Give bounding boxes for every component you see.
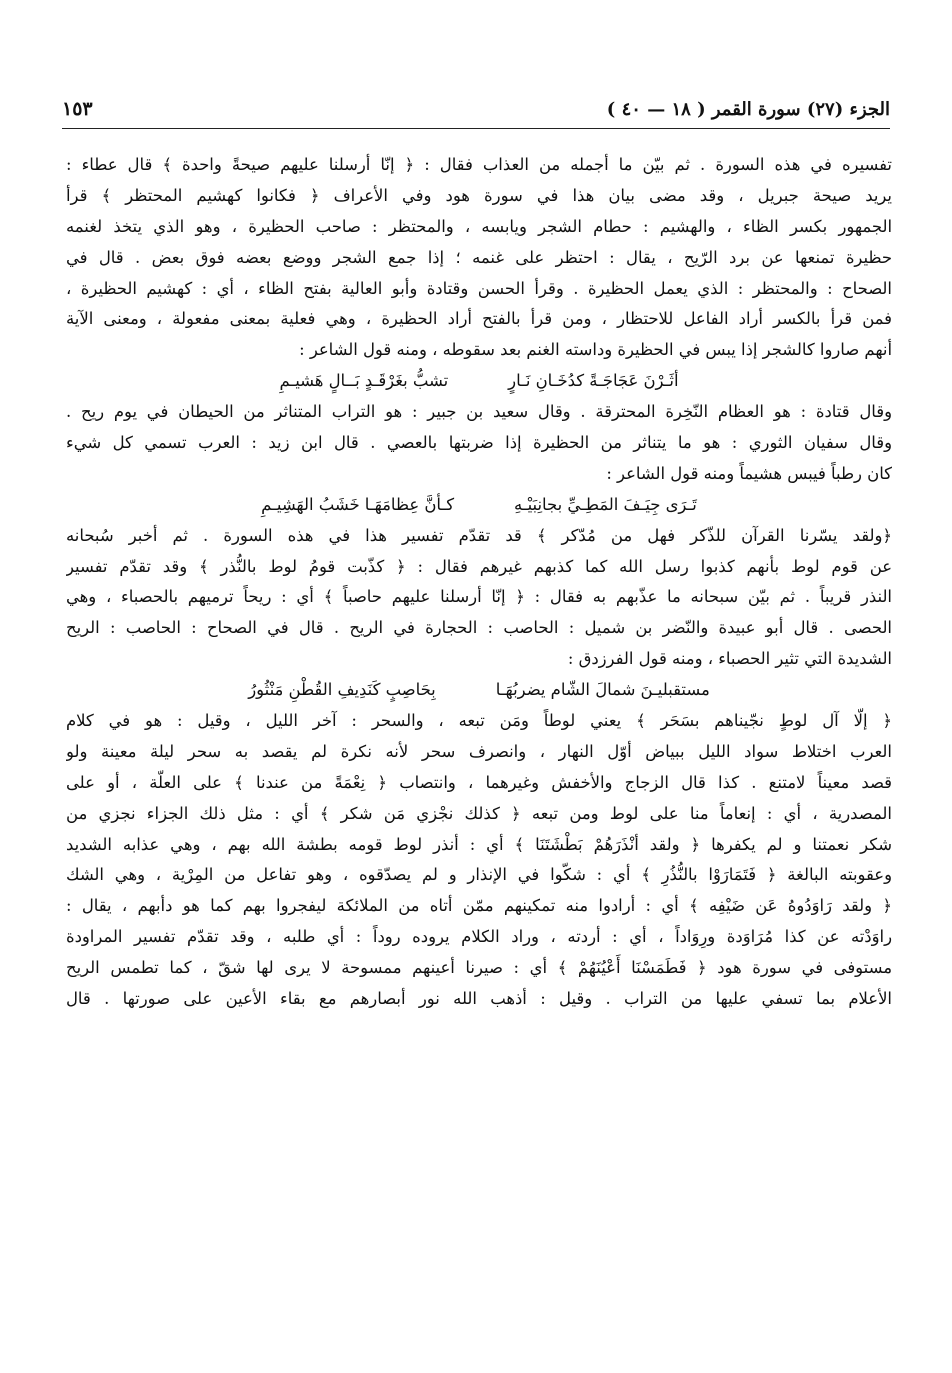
- text-line: تفسيره في هذه السورة . ثم بيّن ما أجمله من العذاب فقال : ﴿ إنّا أرسلنا عليهم صيحةً واحدة ﴾ قال عطاء :: [66, 155, 892, 174]
- text-line: أنهم صاروا كالشجر إذا يبس في الحظيرة وداسته الغنم بعد سقوطه ، ومنه قول الشاعر :: [299, 340, 892, 360]
- running-header: [62, 92, 890, 126]
- verse-hemistich-left: تشبُّ بغَرْقَـدٍ بَــالٍ هَشيـمِ: [279, 371, 449, 391]
- header-rule: [62, 128, 890, 129]
- text-line: وقال سفيان الثوري : هو ما يتناثر من الحظيرة إذا ضربتها بالعصي . قال ابن زيد : العرب تسمي كل شيء: [66, 433, 892, 453]
- text-line: الحصى . قال أبو عبيدة والنّضر بن شميل : الحاصب : الحجارة في الريح . قال في الصحاح : الحاصب : الريح: [66, 618, 892, 638]
- page-body: [66, 150, 892, 1015]
- text-line: ﴿ولقد يسّرنا القرآن للذّكر فهل من مُدّكر ﴾ قد تقدّم تفسير هذا في هذه السورة . ثم أخبر سُبحانه: [66, 525, 892, 545]
- text-line: حظيرة تمنعها عن برد الرّيح ، يقال : احتظر على غنمه ؛ إذا جمع الشجر ووضع بعضه فوق بعض . قال في: [66, 247, 892, 267]
- verse-hemistich-right: أثَـرْنَ عَجَاجَـةً كدُخَـانِ نَـارٍ: [508, 371, 679, 391]
- verse-hemistich-left: كـأنَّ عِظامَهَـا خَشَبُ الهَشِيـمِ: [261, 494, 455, 514]
- text-line: النذر قريباً . ثم بيّن سبحانه ما عذّبهم به فقال : ﴿ إنّا أرسلنا عليهم حاصباً ﴾ أي : ريحاً ترميهم بالحصباء ، وهي: [66, 587, 892, 607]
- poetry-verse: [66, 366, 892, 397]
- poetry-verse: [66, 675, 892, 706]
- text-line: المصدرية ، أي : إنعاماً منا على لوط ومن تبعه ﴿ كذلك نجْزي مَن شكر ﴾ أي : مثل ذلك الجزاء نجزي من: [66, 803, 892, 823]
- text-line: عن قوم لوط بأنهم كذبوا رسل الله كما كذبهم غيرهم فقال : ﴿ كذّبت قومُ لوط بالنُّذر ﴾ وقد تقدّم تفسير: [66, 556, 892, 576]
- text-line: الصحاح : والمحتظر : الذي يعمل الحظيرة . وقرأ الحسن وقتادة وأبو العالية بفتح الظاء ، أي : كهشيم الحظيرة ،: [66, 278, 892, 298]
- text-line: ﴿ ولقد رَاوَدُوهُ عَن ضَيْفِه ﴾ أي : أرادوا منه تمكينهم ممّن أتاه من الملائكة ليفجروا بهم كما هو دأبهم ، يقال :: [66, 896, 892, 916]
- text-line: وعقوبته البالغة ﴿ فَتَمَارَوْا بالنُّذُرِ ﴾ أي : شكّوا في الإنذار و لم يصدّقوه ، وهو تفاعل من المِرْية ، وهي الشك: [66, 865, 892, 885]
- verse-hemistich-left: بِحَاصِبٍ كَنَدِيفِ القُطْنِ مَنْثُورُ: [248, 680, 436, 700]
- text-line: قصد معيناً لامتنع . كذا قال الزجاج والأخفش وغيرهما ، وانتصاب ﴿ نِعْمَةً من عندنا ﴾ على العلّة ، أو على: [66, 772, 892, 792]
- page-number: ١٥٣: [62, 98, 93, 120]
- text-line: راوَدْته عن كذا مُرَاوَدة ورِوَاداً ، أي : أردته ، وراد الكلام يروده روداً : أي طلبه ، وقد تقدّم تفسير المراودة: [66, 927, 892, 947]
- text-line: مستوفى في سورة هود ﴿ فَطَمَسْنَا أَعْيُنَهُمْ ﴾ أي : صيرنا أعينهم ممسوحة لا يرى لها شقّ ، كما تطمس الريح: [66, 958, 892, 978]
- verse-hemistich-right: تَـرَى جِيَـفَ المَطِـيِّ بجانِبَيْـهِ: [514, 494, 697, 514]
- text-line: الأعلام بما تسفي عليها من التراب . وقيل : أذهب الله نور أبصارهم مع بقاء الأعين على صورتها . قال: [66, 989, 892, 1009]
- text-line: العرب اختلاط سواد الليل ببياض أوّل النهار ، وانصرف سحر لأنه نكرة لم يقصد به سحر ليلة معينة ولو: [66, 741, 892, 761]
- text-line: وقال قتادة : هو العظام النّخِرة المحترقة . وقال سعيد بن جبير : هو التراب المتناثر من الحيطان في يوم ريح .: [66, 402, 892, 422]
- verse-hemistich-right: مستقبليـنَ شمالَ الشّام يضربُهَـا: [495, 680, 710, 700]
- text-line: الشديدة التي تثير الحصباء ، ومنه قول الفرزدق :: [567, 649, 892, 669]
- poetry-verse: [66, 490, 892, 521]
- text-line: فمن قرأ بالكسر أراد الفاعل للاحتظار ، ومن قرأ بالفتح أراد الحظيرة ، وهي فعلية بمعنى مفعولة ، ومعنى الآية: [66, 309, 892, 329]
- text-line: الجمهور بكسر الظاء ، والهشيم : حطام الشجر ويابسه ، والمحتظر : صاحب الحظيرة ، وهو الذي يتخذ لغنمه: [66, 216, 892, 236]
- text-line: ﴿ إلّا آل لوطٍ نجّيناهم بسَحَر ﴾ يعني لوطاً ومَن تبعه ، والسحر : آخر الليل ، وقيل : هو في كلام: [66, 711, 892, 731]
- header-title: الجزء (٢٧) سورة القمر ( ١٨ — ٤٠ ): [606, 98, 890, 120]
- text-line: يريد صيحة جبريل ، وقد مضى بيان هذا في سورة هود وفي الأعراف ﴿ فكانوا كهشيم المحتظر ﴾ قرأ: [66, 185, 892, 205]
- text-line: شكر نعمتنا و لم يكفرها ﴿ ولقد أنْذَرَهُمْ بَطْشَتَنَا ﴾ أي : أنذر لوط قومه بطشة الله بهم ، وهي عذابه الشديد: [66, 834, 892, 854]
- text-line: كان رطباً فيبس هشيماً ومنه قول الشاعر :: [606, 463, 892, 483]
